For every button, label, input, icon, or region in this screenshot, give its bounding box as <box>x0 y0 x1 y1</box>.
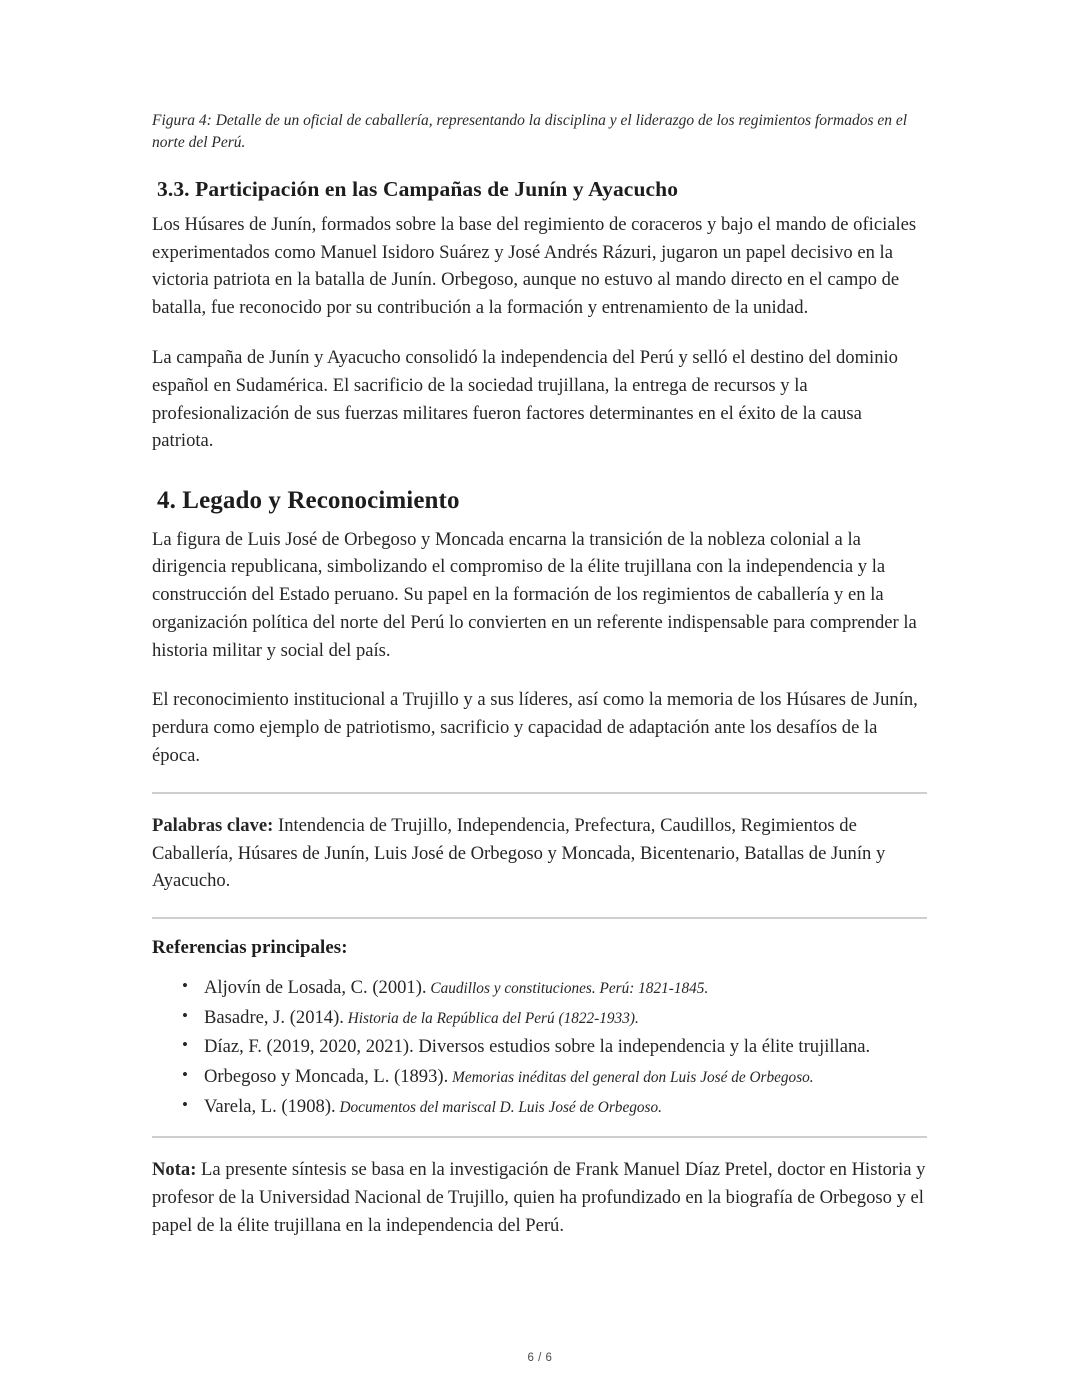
note-label: Nota: <box>152 1159 197 1181</box>
reference-title: Caudillos y constituciones. Perú: 1821-1845. <box>426 980 709 998</box>
reference-author: Varela, L. (1908). <box>204 1095 336 1117</box>
divider-above-keywords <box>152 792 927 794</box>
references-list <box>152 975 927 1120</box>
section-3-3-paragraph-2: La campaña de Junín y Ayacucho consolidó la independencia del Perú y selló el destino del dominio español en Sudamérica. El sacrificio de la sociedad trujillana, la entrega de recursos y la profesionalización de sus fuerzas militares fueron factores determinantes en el éxito de la causa patriota. <box>152 347 898 452</box>
reference-author: Orbegoso y Moncada, L. (1893). <box>204 1066 449 1087</box>
section-heading-4: 4. Legado y Reconocimiento <box>157 487 460 515</box>
list-item <box>204 975 927 1002</box>
divider-above-note <box>152 1136 927 1138</box>
references-heading: Referencias principales: <box>152 937 348 959</box>
section-heading-3-3: 3.3. Participación en las Campañas de Junín y Ayacucho <box>157 177 679 201</box>
keywords-label: Palabras clave: <box>152 814 274 836</box>
page-number-footer: 6 / 6 <box>527 1352 553 1364</box>
note-text: La presente síntesis se basa en la investigación de Frank Manuel Díaz Pretel, doctor en Historia y profesor de la Universidad Nacional de Trujillo, quien ha profundizado en la biografía de Orbegoso y el papel de la élite trujillana en la independencia del Perú. <box>152 1159 926 1236</box>
list-item <box>204 1064 927 1091</box>
section-3-3-paragraph-1: Los Húsares de Junín, formados sobre la base del regimiento de coraceros y bajo el mando de oficiales experimentados como Manuel Isidoro Suárez y José Andrés Rázuri, jugaron un papel decisivo en la victoria patriota en la batalla de Junín. Orbegoso, aunque no estuvo al mando directo en el campo de batalla, fue reconocido por su contribución a la formación y entrenamiento de la unidad. <box>152 213 917 319</box>
section-4-paragraph-1: La figura de Luis José de Orbegoso y Moncada encarna la transición de la nobleza colonial a la dirigencia republicana, simbolizando el compromiso de la élite trujillana con la independencia y la construcción del Estado peruano. Su papel en la formación de los regimientos de caballería y en la organización política del norte del Perú lo convierten en un referente indispensable para comprender la historia militar y social del país. <box>152 528 917 661</box>
figure-caption: Figura 4: Detalle de un oficial de caballería, representando la disciplina y el liderazgo de los regimientos formados en el norte del Perú. <box>152 112 908 151</box>
reference-author: Díaz, F. (2019, 2020, 2021). Diversos estudios sobre la independencia y la élite trujillana. <box>204 1036 871 1058</box>
note-block <box>152 1156 927 1239</box>
list-item <box>204 1094 927 1121</box>
keywords-block <box>152 812 927 895</box>
divider-above-references <box>152 917 927 919</box>
section-4-paragraph-2: El reconocimiento institucional a Trujillo y a sus líderes, así como la memoria de los Húsares de Junín, perdura como ejemplo de patriotismo, sacrificio y capacidad de adaptación ante los desafíos de la época. <box>152 689 918 767</box>
reference-author: Basadre, J. (2014). <box>204 1006 344 1028</box>
reference-title: Documentos del mariscal D. Luis José de Orbegoso. <box>335 1098 662 1116</box>
list-item <box>204 1034 927 1061</box>
reference-title: Memorias inéditas del general don Luis José de Orbegoso. <box>448 1069 814 1086</box>
list-item <box>204 1005 927 1032</box>
page-content <box>152 110 927 1240</box>
reference-author: Aljovín de Losada, C. (2001). <box>204 977 427 999</box>
reference-title: Historia de la República del Perú (1822-1933). <box>343 1009 639 1027</box>
keywords-text: Intendencia de Trujillo, Independencia, Prefectura, Caudillos, Regimientos de Caballería, Húsares de Junín, Luis José de Orbegoso y Moncada, Bicentenario, Batallas de Junín y Ayacucho. <box>152 814 886 892</box>
